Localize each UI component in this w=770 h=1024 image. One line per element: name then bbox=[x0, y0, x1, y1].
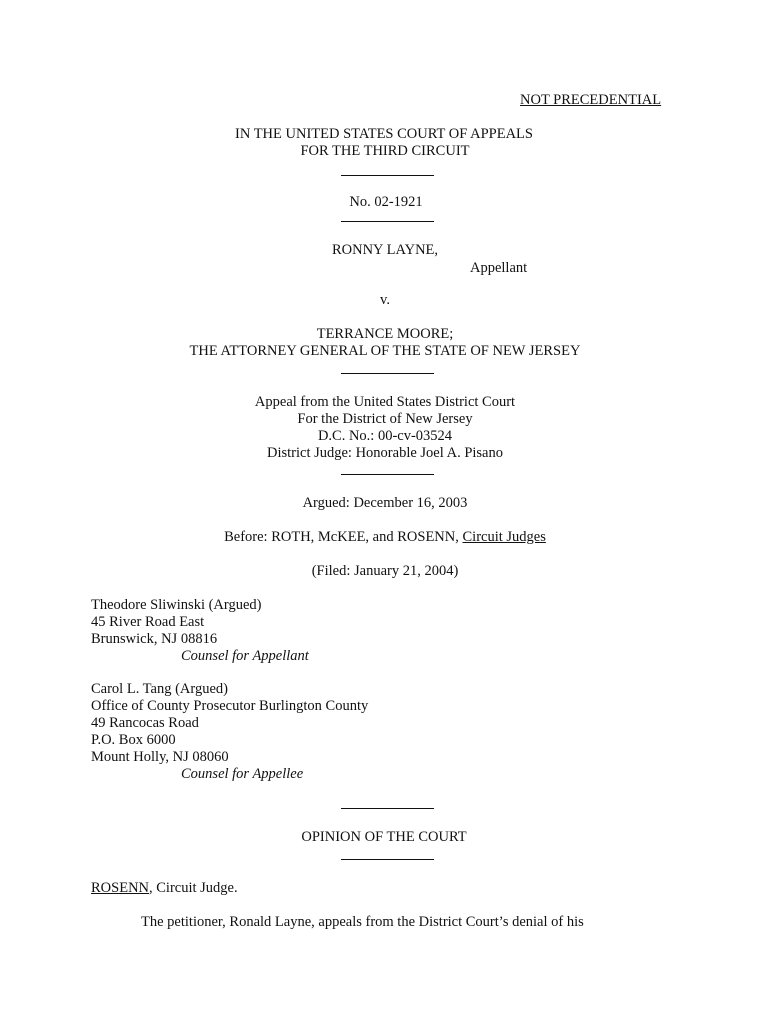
court-name-line2: FOR THE THIRD CIRCUIT bbox=[300, 143, 470, 159]
district-judge: District Judge: Honorable Joel A. Pisano bbox=[266, 445, 503, 461]
divider-rule bbox=[341, 474, 434, 475]
appellee-counsel-role: Counsel for Appellee bbox=[181, 766, 304, 782]
panel-judges-title: Circuit Judges bbox=[462, 529, 546, 545]
appellant-name: RONNY LAYNE, bbox=[331, 242, 439, 258]
appellee-line2: THE ATTORNEY GENERAL OF THE STATE OF NEW JERSEY bbox=[189, 343, 581, 359]
precedential-status: NOT PRECEDENTIAL bbox=[520, 92, 662, 108]
opinion-author-name: ROSENN bbox=[91, 880, 150, 896]
appellee-counsel-address3: P.O. Box 6000 bbox=[91, 732, 176, 748]
appeal-line1: Appeal from the United States District Court bbox=[254, 394, 516, 410]
appeal-line2: For the District of New Jersey bbox=[297, 411, 473, 427]
appellee-counsel-name: Carol L. Tang (Argued) bbox=[91, 681, 228, 697]
panel-judges bbox=[0, 529, 770, 546]
opinion-first-line: The petitioner, Ronald Layne, appeals from the District Court’s denial of his bbox=[141, 914, 584, 930]
filed-date: (Filed: January 21, 2004) bbox=[311, 563, 459, 579]
divider-rule bbox=[341, 859, 434, 860]
argued-date: Argued: December 16, 2003 bbox=[302, 495, 468, 511]
docket-number: No. 02-1921 bbox=[349, 194, 423, 210]
court-name-line1: IN THE UNITED STATES COURT OF APPEALS bbox=[235, 126, 533, 142]
appellee-counsel-address2: 49 Rancocas Road bbox=[91, 715, 199, 731]
appellant-counsel-role: Counsel for Appellant bbox=[181, 648, 309, 664]
versus: v. bbox=[380, 292, 390, 308]
appellant-counsel-address2: Brunswick, NJ 08816 bbox=[91, 631, 218, 647]
divider-rule bbox=[341, 808, 434, 809]
divider-rule bbox=[341, 221, 434, 222]
appellee-counsel-address1: Office of County Prosecutor Burlington County bbox=[91, 698, 369, 714]
appellee-counsel-address4: Mount Holly, NJ 08060 bbox=[91, 749, 229, 765]
opinion-author-title: , Circuit Judge. bbox=[149, 880, 238, 896]
appellant-counsel-name: Theodore Sliwinski (Argued) bbox=[91, 597, 262, 613]
panel-judges-names: Before: ROTH, McKEE, and ROSENN, bbox=[224, 529, 463, 545]
divider-rule bbox=[341, 175, 434, 176]
appeal-docket: D.C. No.: 00-cv-03524 bbox=[317, 428, 453, 444]
divider-rule bbox=[341, 373, 434, 374]
opinion-heading: OPINION OF THE COURT bbox=[301, 829, 467, 845]
appellant-counsel-address1: 45 River Road East bbox=[91, 614, 205, 630]
appellant-role: Appellant bbox=[470, 260, 528, 276]
appellee-line1: TERRANCE MOORE; bbox=[316, 326, 454, 342]
opinion-author bbox=[91, 880, 238, 897]
